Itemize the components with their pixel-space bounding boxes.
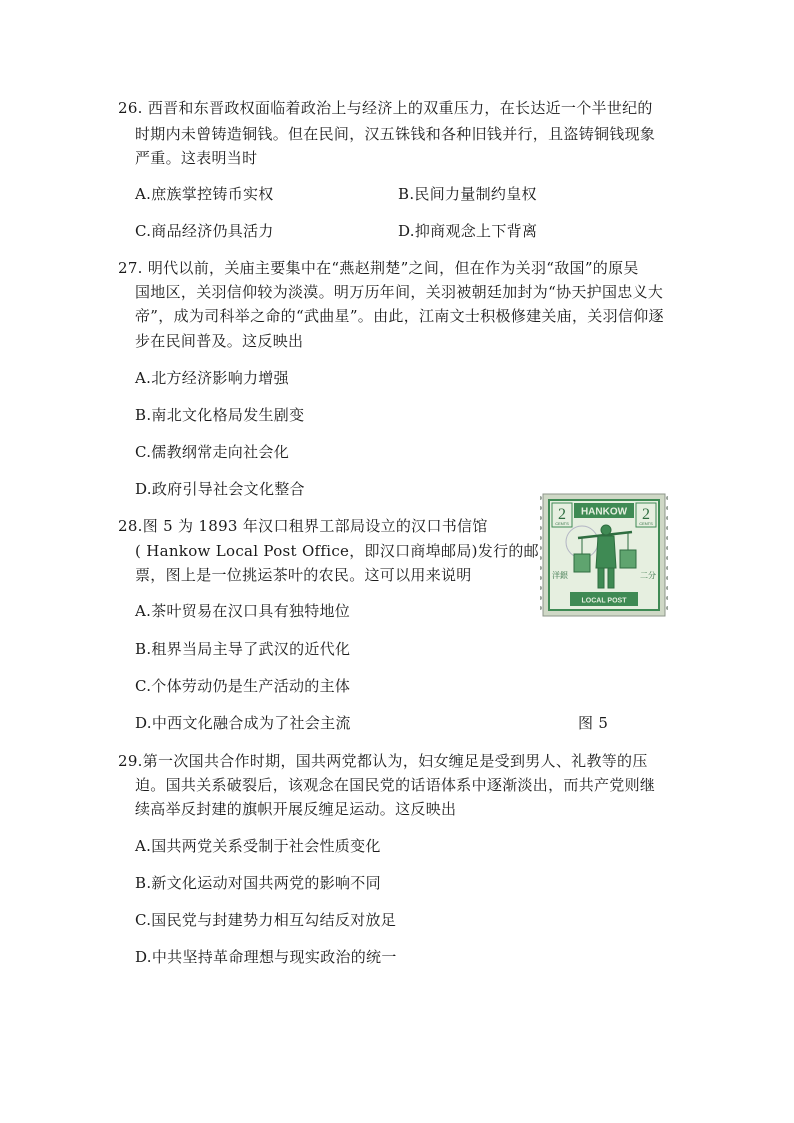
hankow-stamp-image bbox=[540, 492, 668, 618]
q26-stem-line-2: 时期内未曾铸造铜钱。但在民间，汉五铢钱和各种旧钱并行，且盗铸铜钱现象 bbox=[135, 125, 656, 143]
q28-stem-line-2: ( Hankow Local Post Office，即汉口商埠邮局)发行的邮 bbox=[135, 542, 539, 560]
q28-option-c: C.个体劳动仍是生产活动的主体 bbox=[135, 677, 351, 695]
q27-option-a: A.北方经济影响力增强 bbox=[135, 369, 289, 387]
q26-option-a: A.庶族掌控铸币实权 bbox=[135, 185, 274, 203]
q27-stem-line-4: 步在民间普及。这反映出 bbox=[135, 332, 304, 350]
q29-option-a: A.国共两党关系受制于社会性质变化 bbox=[135, 837, 381, 855]
q28-option-a: A.茶叶贸易在汉口具有独特地位 bbox=[135, 602, 351, 620]
q27-option-c: C.儒教纲常走向社会化 bbox=[135, 443, 290, 461]
q29-stem-line-1: 29.第一次国共合作时期，国共两党都认为，妇女缠足是受到男人、礼教等的压 bbox=[118, 752, 648, 770]
q27-stem-line-3: 帝”，成为司科举之命的“武曲星”。由此，江南文士积极修建关庙，关羽信仰逐 bbox=[135, 307, 664, 325]
stamp-unit-left: CENTS bbox=[555, 521, 569, 526]
q29-option-d: D.中共坚持革命理想与现实政治的统一 bbox=[135, 948, 397, 966]
q26-stem-line-1: 26. 西晋和东晋政权面临着政治上与经济上的双重压力，在长达近一个半世纪的 bbox=[118, 99, 653, 117]
stamp-right-side-text: 二分 bbox=[640, 571, 656, 580]
stamp-value-left: 2 bbox=[558, 506, 566, 523]
q27-stem-line-2: 国地区，关羽信仰较为淡漠。明万历年间，关羽被朝廷加封为“协天护国忠义大 bbox=[135, 283, 664, 301]
q26-option-b: B.民间力量制约皇权 bbox=[398, 185, 537, 203]
q29-stem-line-3: 续高举反封建的旗帜开展反缠足运动。这反映出 bbox=[135, 800, 457, 818]
q28-option-b: B.租界当局主导了武汉的近代化 bbox=[135, 640, 351, 658]
stamp-unit-right: CENTS bbox=[639, 521, 653, 526]
figure-5-caption: 图 5 bbox=[578, 714, 609, 732]
q27-stem-line-1: 27. 明代以前，关庙主要集中在“燕赵荆楚”之间，但在作为关羽“敌国”的原吴 bbox=[118, 259, 639, 277]
stamp-bottom-text: LOCAL POST bbox=[581, 597, 627, 605]
stamp-value-right: 2 bbox=[642, 506, 650, 523]
stamp-top-text: HANKOW bbox=[580, 506, 628, 518]
q27-option-d: D.政府引导社会文化整合 bbox=[135, 480, 305, 498]
q27-option-b: B.南北文化格局发生剧变 bbox=[135, 406, 305, 424]
q29-option-b: B.新文化运动对国共两党的影响不同 bbox=[135, 874, 381, 892]
q28-stem-line-3: 票，图上是一位挑运茶叶的农民。这可以用来说明 bbox=[135, 566, 472, 584]
q26-option-c: C.商品经济仍具活力 bbox=[135, 222, 274, 240]
q28-option-d: D.中西文化融合成为了社会主流 bbox=[135, 714, 351, 732]
q29-stem-line-2: 迫。国共关系破裂后，该观念在国民党的话语体系中逐渐淡出，而共产党则继 bbox=[135, 776, 656, 794]
q26-stem-line-3: 严重。这表明当时 bbox=[135, 149, 258, 167]
q26-option-d: D.抑商观念上下背离 bbox=[398, 222, 538, 240]
q29-option-c: C.国民党与封建势力相互勾结反对放足 bbox=[135, 911, 397, 929]
stamp-left-side-text: 洋銀 bbox=[552, 571, 568, 580]
q28-stem-line-1: 28.图 5 为 1893 年汉口租界工部局设立的汉口书信馆 bbox=[118, 517, 488, 535]
